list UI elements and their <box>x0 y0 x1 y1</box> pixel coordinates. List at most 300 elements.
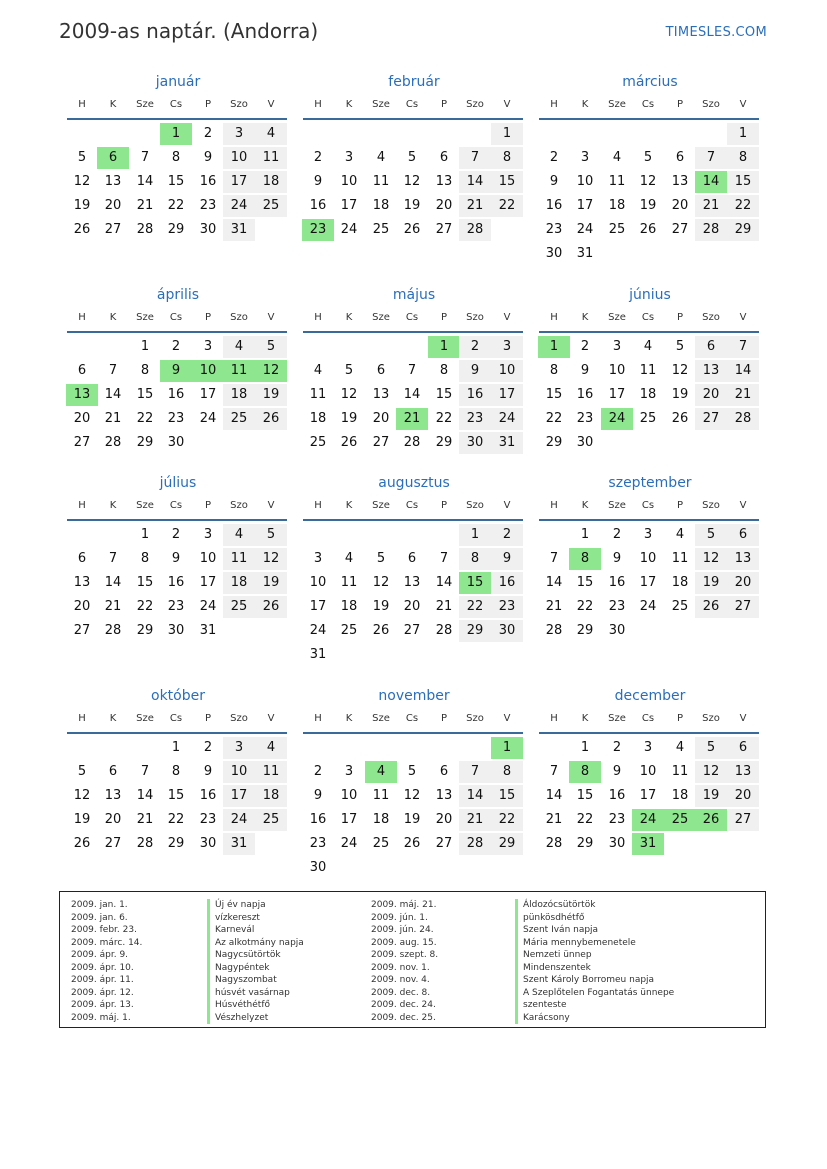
day-cell[interactable]: 27 <box>727 596 759 618</box>
day-cell[interactable]: 4 <box>223 336 255 358</box>
day-cell[interactable]: 28 <box>136 222 154 237</box>
day-cell[interactable]: 22 <box>576 599 594 614</box>
day-cell[interactable]: 5 <box>675 339 685 354</box>
brand-logo[interactable]: TIMESLES.COM <box>665 25 767 40</box>
day-cell[interactable]: 4 <box>313 363 323 378</box>
day-cell[interactable]: 13 <box>104 788 122 803</box>
day-cell[interactable]: 10 <box>639 551 657 566</box>
day-cell[interactable]: 17 <box>639 788 657 803</box>
day-cell[interactable]: 19 <box>255 572 287 594</box>
day-cell[interactable]: 23 <box>491 596 523 618</box>
day-cell[interactable]: 26 <box>255 408 287 430</box>
day-cell[interactable]: 7 <box>407 363 417 378</box>
day-cell[interactable]: 5 <box>77 764 87 779</box>
day-cell[interactable]: 27 <box>73 623 91 638</box>
day-cell[interactable]: 22 <box>576 812 594 827</box>
day-cell[interactable]: 2 <box>612 527 622 542</box>
day-cell[interactable]: 10 <box>340 174 358 189</box>
day-cell[interactable]: 23 <box>199 812 217 827</box>
day-cell[interactable]: 21 <box>104 599 122 614</box>
holiday-day-cell[interactable]: 10 <box>192 360 224 382</box>
day-cell[interactable]: 17 <box>491 384 523 406</box>
day-cell[interactable]: 20 <box>73 599 91 614</box>
day-cell[interactable]: 4 <box>255 123 287 145</box>
holiday-day-cell[interactable]: 8 <box>569 761 601 783</box>
day-cell[interactable]: 15 <box>167 788 185 803</box>
day-cell[interactable]: 24 <box>491 408 523 430</box>
holiday-day-cell[interactable]: 1 <box>160 123 192 145</box>
day-cell[interactable]: 13 <box>104 174 122 189</box>
day-cell[interactable]: 11 <box>372 174 390 189</box>
day-cell[interactable]: 22 <box>167 198 185 213</box>
day-cell[interactable]: 31 <box>223 219 255 241</box>
day-cell[interactable]: 27 <box>403 623 421 638</box>
holiday-day-cell[interactable]: 4 <box>365 761 397 783</box>
day-cell[interactable]: 12 <box>340 387 358 402</box>
day-cell[interactable]: 3 <box>223 123 255 145</box>
day-cell[interactable]: 17 <box>608 387 626 402</box>
day-cell[interactable]: 24 <box>199 411 217 426</box>
day-cell[interactable]: 11 <box>372 788 390 803</box>
day-cell[interactable]: 25 <box>223 596 255 618</box>
holiday-day-cell[interactable]: 26 <box>695 809 727 831</box>
day-cell[interactable]: 14 <box>435 575 453 590</box>
day-cell[interactable]: 17 <box>223 785 255 807</box>
day-cell[interactable]: 17 <box>309 599 327 614</box>
day-cell[interactable]: 23 <box>167 411 185 426</box>
day-cell[interactable]: 13 <box>435 788 453 803</box>
day-cell[interactable]: 7 <box>549 551 559 566</box>
day-cell[interactable]: 14 <box>459 785 491 807</box>
day-cell[interactable]: 12 <box>639 174 657 189</box>
day-cell[interactable]: 16 <box>545 198 563 213</box>
day-cell[interactable]: 10 <box>608 363 626 378</box>
day-cell[interactable]: 1 <box>140 527 150 542</box>
day-cell[interactable]: 7 <box>140 764 150 779</box>
day-cell[interactable]: 6 <box>439 764 449 779</box>
day-cell[interactable]: 20 <box>372 411 390 426</box>
day-cell[interactable]: 4 <box>376 150 386 165</box>
day-cell[interactable]: 19 <box>671 387 689 402</box>
day-cell[interactable]: 2 <box>580 339 590 354</box>
day-cell[interactable]: 8 <box>140 363 150 378</box>
day-cell[interactable]: 30 <box>199 222 217 237</box>
holiday-day-cell[interactable]: 21 <box>396 408 428 430</box>
day-cell[interactable]: 26 <box>73 222 91 237</box>
day-cell[interactable]: 9 <box>491 548 523 570</box>
day-cell[interactable]: 29 <box>435 435 453 450</box>
day-cell[interactable]: 5 <box>643 150 653 165</box>
day-cell[interactable]: 28 <box>727 408 759 430</box>
day-cell[interactable]: 1 <box>140 339 150 354</box>
day-cell[interactable]: 29 <box>459 620 491 642</box>
day-cell[interactable]: 30 <box>491 620 523 642</box>
day-cell[interactable]: 3 <box>344 764 354 779</box>
day-cell[interactable]: 8 <box>140 551 150 566</box>
day-cell[interactable]: 21 <box>104 411 122 426</box>
day-cell[interactable]: 16 <box>199 788 217 803</box>
day-cell[interactable]: 2 <box>612 740 622 755</box>
day-cell[interactable]: 11 <box>309 387 327 402</box>
day-cell[interactable]: 2 <box>313 150 323 165</box>
day-cell[interactable]: 14 <box>403 387 421 402</box>
day-cell[interactable]: 7 <box>549 764 559 779</box>
day-cell[interactable]: 20 <box>104 812 122 827</box>
day-cell[interactable]: 21 <box>695 195 727 217</box>
day-cell[interactable]: 22 <box>727 195 759 217</box>
day-cell[interactable]: 16 <box>459 384 491 406</box>
day-cell[interactable]: 8 <box>727 147 759 169</box>
day-cell[interactable]: 18 <box>255 785 287 807</box>
day-cell[interactable]: 5 <box>407 764 417 779</box>
day-cell[interactable]: 12 <box>403 174 421 189</box>
day-cell[interactable]: 17 <box>340 198 358 213</box>
day-cell[interactable]: 14 <box>727 360 759 382</box>
day-cell[interactable]: 25 <box>372 836 390 851</box>
day-cell[interactable]: 21 <box>545 812 563 827</box>
day-cell[interactable]: 9 <box>203 764 213 779</box>
day-cell[interactable]: 5 <box>695 524 727 546</box>
day-cell[interactable]: 5 <box>77 150 87 165</box>
day-cell[interactable]: 11 <box>340 575 358 590</box>
day-cell[interactable]: 29 <box>491 833 523 855</box>
day-cell[interactable]: 4 <box>344 551 354 566</box>
day-cell[interactable]: 28 <box>545 623 563 638</box>
day-cell[interactable]: 4 <box>675 740 685 755</box>
day-cell[interactable]: 13 <box>695 360 727 382</box>
day-cell[interactable]: 12 <box>255 548 287 570</box>
day-cell[interactable]: 7 <box>108 363 118 378</box>
day-cell[interactable]: 16 <box>309 812 327 827</box>
day-cell[interactable]: 17 <box>223 171 255 193</box>
day-cell[interactable]: 4 <box>255 737 287 759</box>
day-cell[interactable]: 10 <box>576 174 594 189</box>
holiday-day-cell[interactable]: 24 <box>601 408 633 430</box>
day-cell[interactable]: 21 <box>459 195 491 217</box>
day-cell[interactable]: 25 <box>223 408 255 430</box>
holiday-day-cell[interactable]: 31 <box>632 833 664 855</box>
day-cell[interactable]: 7 <box>439 551 449 566</box>
holiday-day-cell[interactable]: 13 <box>66 384 98 406</box>
day-cell[interactable]: 13 <box>403 575 421 590</box>
day-cell[interactable]: 23 <box>199 198 217 213</box>
day-cell[interactable]: 9 <box>459 360 491 382</box>
day-cell[interactable]: 13 <box>727 548 759 570</box>
day-cell[interactable]: 9 <box>171 551 181 566</box>
day-cell[interactable]: 8 <box>491 147 523 169</box>
day-cell[interactable]: 15 <box>727 171 759 193</box>
day-cell[interactable]: 6 <box>727 737 759 759</box>
day-cell[interactable]: 13 <box>435 174 453 189</box>
day-cell[interactable]: 30 <box>459 432 491 454</box>
day-cell[interactable]: 31 <box>576 246 594 261</box>
day-cell[interactable]: 13 <box>671 174 689 189</box>
holiday-day-cell[interactable]: 23 <box>302 219 334 241</box>
day-cell[interactable]: 17 <box>199 387 217 402</box>
day-cell[interactable]: 15 <box>435 387 453 402</box>
day-cell[interactable]: 26 <box>73 836 91 851</box>
day-cell[interactable]: 16 <box>309 198 327 213</box>
day-cell[interactable]: 12 <box>671 363 689 378</box>
day-cell[interactable]: 11 <box>608 174 626 189</box>
day-cell[interactable]: 6 <box>376 363 386 378</box>
day-cell[interactable]: 18 <box>223 572 255 594</box>
day-cell[interactable]: 18 <box>309 411 327 426</box>
day-cell[interactable]: 11 <box>223 548 255 570</box>
day-cell[interactable]: 20 <box>695 384 727 406</box>
holiday-day-cell[interactable]: 1 <box>491 737 523 759</box>
day-cell[interactable]: 13 <box>727 761 759 783</box>
day-cell[interactable]: 23 <box>608 812 626 827</box>
day-cell[interactable]: 15 <box>167 174 185 189</box>
day-cell[interactable]: 1 <box>491 123 523 145</box>
day-cell[interactable]: 25 <box>309 435 327 450</box>
day-cell[interactable]: 2 <box>313 764 323 779</box>
day-cell[interactable]: 26 <box>671 411 689 426</box>
day-cell[interactable]: 26 <box>372 623 390 638</box>
day-cell[interactable]: 3 <box>612 339 622 354</box>
day-cell[interactable]: 15 <box>136 387 154 402</box>
day-cell[interactable]: 20 <box>727 572 759 594</box>
day-cell[interactable]: 21 <box>727 384 759 406</box>
day-cell[interactable]: 30 <box>199 836 217 851</box>
day-cell[interactable]: 24 <box>340 836 358 851</box>
day-cell[interactable]: 9 <box>612 551 622 566</box>
day-cell[interactable]: 24 <box>639 599 657 614</box>
day-cell[interactable]: 18 <box>608 198 626 213</box>
day-cell[interactable]: 28 <box>695 219 727 241</box>
day-cell[interactable]: 2 <box>171 527 181 542</box>
day-cell[interactable]: 15 <box>136 575 154 590</box>
day-cell[interactable]: 15 <box>491 785 523 807</box>
day-cell[interactable]: 25 <box>608 222 626 237</box>
day-cell[interactable]: 26 <box>255 596 287 618</box>
day-cell[interactable]: 3 <box>203 527 213 542</box>
day-cell[interactable]: 20 <box>403 599 421 614</box>
day-cell[interactable]: 7 <box>727 336 759 358</box>
day-cell[interactable]: 30 <box>576 435 594 450</box>
day-cell[interactable]: 20 <box>727 785 759 807</box>
day-cell[interactable]: 26 <box>403 222 421 237</box>
day-cell[interactable]: 25 <box>255 809 287 831</box>
day-cell[interactable]: 27 <box>372 435 390 450</box>
day-cell[interactable]: 3 <box>313 551 323 566</box>
day-cell[interactable]: 12 <box>73 174 91 189</box>
day-cell[interactable]: 7 <box>459 761 491 783</box>
day-cell[interactable]: 29 <box>576 623 594 638</box>
day-cell[interactable]: 11 <box>255 147 287 169</box>
day-cell[interactable]: 31 <box>309 647 327 662</box>
day-cell[interactable]: 24 <box>576 222 594 237</box>
day-cell[interactable]: 22 <box>136 411 154 426</box>
day-cell[interactable]: 9 <box>612 764 622 779</box>
day-cell[interactable]: 29 <box>545 435 563 450</box>
day-cell[interactable]: 5 <box>344 363 354 378</box>
day-cell[interactable]: 18 <box>671 575 689 590</box>
day-cell[interactable]: 19 <box>403 812 421 827</box>
day-cell[interactable]: 21 <box>459 809 491 831</box>
day-cell[interactable]: 10 <box>223 147 255 169</box>
day-cell[interactable]: 9 <box>549 174 559 189</box>
day-cell[interactable]: 18 <box>372 198 390 213</box>
day-cell[interactable]: 21 <box>435 599 453 614</box>
day-cell[interactable]: 13 <box>73 575 91 590</box>
day-cell[interactable]: 4 <box>612 150 622 165</box>
day-cell[interactable]: 6 <box>695 336 727 358</box>
day-cell[interactable]: 14 <box>545 788 563 803</box>
day-cell[interactable]: 28 <box>459 219 491 241</box>
day-cell[interactable]: 5 <box>255 336 287 358</box>
day-cell[interactable]: 30 <box>309 860 327 875</box>
day-cell[interactable]: 11 <box>639 363 657 378</box>
day-cell[interactable]: 27 <box>435 836 453 851</box>
day-cell[interactable]: 8 <box>439 363 449 378</box>
day-cell[interactable]: 17 <box>639 575 657 590</box>
day-cell[interactable]: 25 <box>671 599 689 614</box>
day-cell[interactable]: 2 <box>549 150 559 165</box>
day-cell[interactable]: 10 <box>199 551 217 566</box>
day-cell[interactable]: 30 <box>608 836 626 851</box>
day-cell[interactable]: 12 <box>695 548 727 570</box>
day-cell[interactable]: 6 <box>407 551 417 566</box>
day-cell[interactable]: 17 <box>340 812 358 827</box>
day-cell[interactable]: 25 <box>340 623 358 638</box>
day-cell[interactable]: 26 <box>403 836 421 851</box>
day-cell[interactable]: 4 <box>675 527 685 542</box>
day-cell[interactable]: 28 <box>104 623 122 638</box>
day-cell[interactable]: 30 <box>167 623 185 638</box>
holiday-day-cell[interactable]: 14 <box>695 171 727 193</box>
holiday-day-cell[interactable]: 8 <box>569 548 601 570</box>
day-cell[interactable]: 1 <box>459 524 491 546</box>
day-cell[interactable]: 19 <box>73 198 91 213</box>
day-cell[interactable]: 14 <box>136 788 154 803</box>
day-cell[interactable]: 28 <box>435 623 453 638</box>
day-cell[interactable]: 27 <box>73 435 91 450</box>
day-cell[interactable]: 3 <box>643 740 653 755</box>
day-cell[interactable]: 10 <box>491 360 523 382</box>
day-cell[interactable]: 11 <box>255 761 287 783</box>
day-cell[interactable]: 27 <box>104 836 122 851</box>
day-cell[interactable]: 16 <box>608 788 626 803</box>
day-cell[interactable]: 19 <box>639 198 657 213</box>
day-cell[interactable]: 16 <box>491 572 523 594</box>
day-cell[interactable]: 20 <box>671 198 689 213</box>
day-cell[interactable]: 17 <box>199 575 217 590</box>
day-cell[interactable]: 5 <box>695 737 727 759</box>
day-cell[interactable]: 23 <box>545 222 563 237</box>
holiday-day-cell[interactable]: 15 <box>459 572 491 594</box>
holiday-day-cell[interactable]: 6 <box>97 147 129 169</box>
day-cell[interactable]: 26 <box>695 596 727 618</box>
holiday-day-cell[interactable]: 24 <box>632 809 664 831</box>
day-cell[interactable]: 1 <box>727 123 759 145</box>
day-cell[interactable]: 5 <box>407 150 417 165</box>
day-cell[interactable]: 24 <box>223 195 255 217</box>
day-cell[interactable]: 21 <box>136 812 154 827</box>
day-cell[interactable]: 12 <box>695 761 727 783</box>
holiday-day-cell[interactable]: 9 <box>160 360 192 382</box>
day-cell[interactable]: 30 <box>608 623 626 638</box>
day-cell[interactable]: 1 <box>580 740 590 755</box>
holiday-day-cell[interactable]: 11 <box>223 360 255 382</box>
day-cell[interactable]: 20 <box>73 411 91 426</box>
day-cell[interactable]: 8 <box>549 363 559 378</box>
day-cell[interactable]: 8 <box>171 764 181 779</box>
day-cell[interactable]: 2 <box>491 524 523 546</box>
day-cell[interactable]: 18 <box>255 171 287 193</box>
day-cell[interactable]: 10 <box>639 764 657 779</box>
day-cell[interactable]: 6 <box>77 363 87 378</box>
day-cell[interactable]: 19 <box>73 812 91 827</box>
day-cell[interactable]: 21 <box>136 198 154 213</box>
day-cell[interactable]: 12 <box>73 788 91 803</box>
day-cell[interactable]: 11 <box>671 764 689 779</box>
day-cell[interactable]: 3 <box>344 150 354 165</box>
day-cell[interactable]: 31 <box>199 623 217 638</box>
day-cell[interactable]: 25 <box>372 222 390 237</box>
day-cell[interactable]: 18 <box>223 384 255 406</box>
day-cell[interactable]: 22 <box>136 599 154 614</box>
day-cell[interactable]: 27 <box>435 222 453 237</box>
day-cell[interactable]: 3 <box>580 150 590 165</box>
day-cell[interactable]: 16 <box>199 174 217 189</box>
day-cell[interactable]: 18 <box>372 812 390 827</box>
day-cell[interactable]: 29 <box>167 836 185 851</box>
day-cell[interactable]: 23 <box>167 599 185 614</box>
day-cell[interactable]: 14 <box>104 387 122 402</box>
day-cell[interactable]: 22 <box>167 812 185 827</box>
day-cell[interactable]: 15 <box>491 171 523 193</box>
day-cell[interactable]: 24 <box>340 222 358 237</box>
day-cell[interactable]: 22 <box>491 195 523 217</box>
day-cell[interactable]: 26 <box>639 222 657 237</box>
day-cell[interactable]: 9 <box>313 788 323 803</box>
day-cell[interactable]: 29 <box>576 836 594 851</box>
holiday-day-cell[interactable]: 1 <box>538 336 570 358</box>
day-cell[interactable]: 29 <box>136 435 154 450</box>
day-cell[interactable]: 6 <box>727 524 759 546</box>
day-cell[interactable]: 29 <box>136 623 154 638</box>
day-cell[interactable]: 10 <box>223 761 255 783</box>
holiday-day-cell[interactable]: 12 <box>255 360 287 382</box>
day-cell[interactable]: 22 <box>545 411 563 426</box>
day-cell[interactable]: 24 <box>223 809 255 831</box>
day-cell[interactable]: 22 <box>435 411 453 426</box>
day-cell[interactable]: 19 <box>403 198 421 213</box>
day-cell[interactable]: 19 <box>340 411 358 426</box>
holiday-day-cell[interactable]: 25 <box>664 809 696 831</box>
day-cell[interactable]: 23 <box>309 836 327 851</box>
day-cell[interactable]: 16 <box>167 575 185 590</box>
day-cell[interactable]: 12 <box>403 788 421 803</box>
day-cell[interactable]: 20 <box>435 812 453 827</box>
day-cell[interactable]: 7 <box>140 150 150 165</box>
day-cell[interactable]: 9 <box>580 363 590 378</box>
day-cell[interactable]: 20 <box>435 198 453 213</box>
day-cell[interactable]: 7 <box>459 147 491 169</box>
day-cell[interactable]: 24 <box>199 599 217 614</box>
day-cell[interactable]: 25 <box>255 195 287 217</box>
day-cell[interactable]: 3 <box>491 336 523 358</box>
day-cell[interactable]: 14 <box>136 174 154 189</box>
day-cell[interactable]: 18 <box>340 599 358 614</box>
day-cell[interactable]: 22 <box>491 809 523 831</box>
day-cell[interactable]: 19 <box>372 599 390 614</box>
day-cell[interactable]: 3 <box>643 527 653 542</box>
day-cell[interactable]: 6 <box>108 764 118 779</box>
day-cell[interactable]: 16 <box>576 387 594 402</box>
